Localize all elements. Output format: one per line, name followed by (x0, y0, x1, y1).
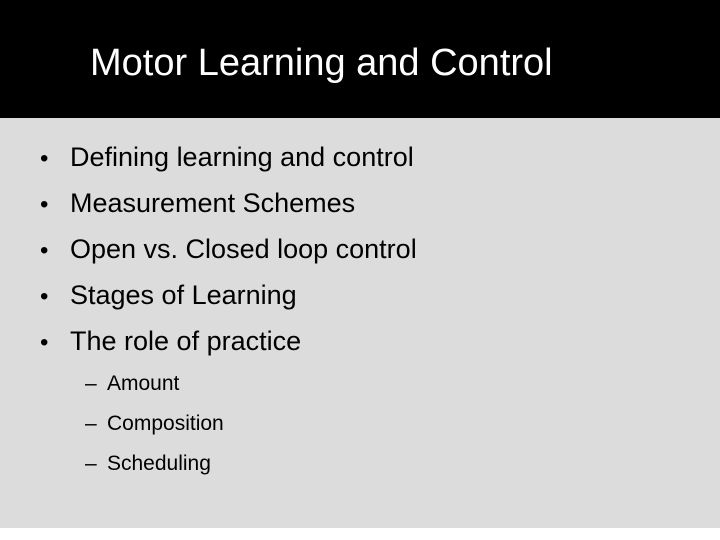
list-item-label: Amount (107, 372, 180, 395)
list-item-label: The role of practice (70, 326, 302, 356)
bottom-strip (0, 528, 720, 540)
dash-marker-icon: – (85, 412, 97, 435)
list-item-label: Open vs. Closed loop control (70, 234, 417, 264)
bullet-marker-icon: • (40, 329, 49, 356)
list-item (40, 180, 690, 226)
list-item-label: Measurement Schemes (70, 188, 356, 218)
list-item (85, 404, 690, 444)
list-item-label: Defining learning and control (70, 142, 414, 172)
list-item (85, 364, 690, 404)
list-item (40, 134, 690, 180)
page-title: Motor Learning and Control (90, 42, 553, 84)
bullet-marker-icon: • (40, 283, 49, 310)
list-item-label: Stages of Learning (70, 280, 297, 310)
list-item-label: Scheduling (107, 452, 211, 475)
bullet-list (40, 134, 690, 484)
slide-body (0, 118, 720, 540)
list-item (40, 272, 690, 318)
dash-marker-icon: – (85, 452, 97, 475)
list-item (40, 226, 690, 272)
list-item (40, 318, 690, 364)
list-item (85, 444, 690, 484)
dash-marker-icon: – (85, 372, 97, 395)
bullet-marker-icon: • (40, 191, 49, 218)
bullet-marker-icon: • (40, 145, 49, 172)
bullet-marker-icon: • (40, 237, 49, 264)
list-item-label: Composition (107, 412, 224, 435)
